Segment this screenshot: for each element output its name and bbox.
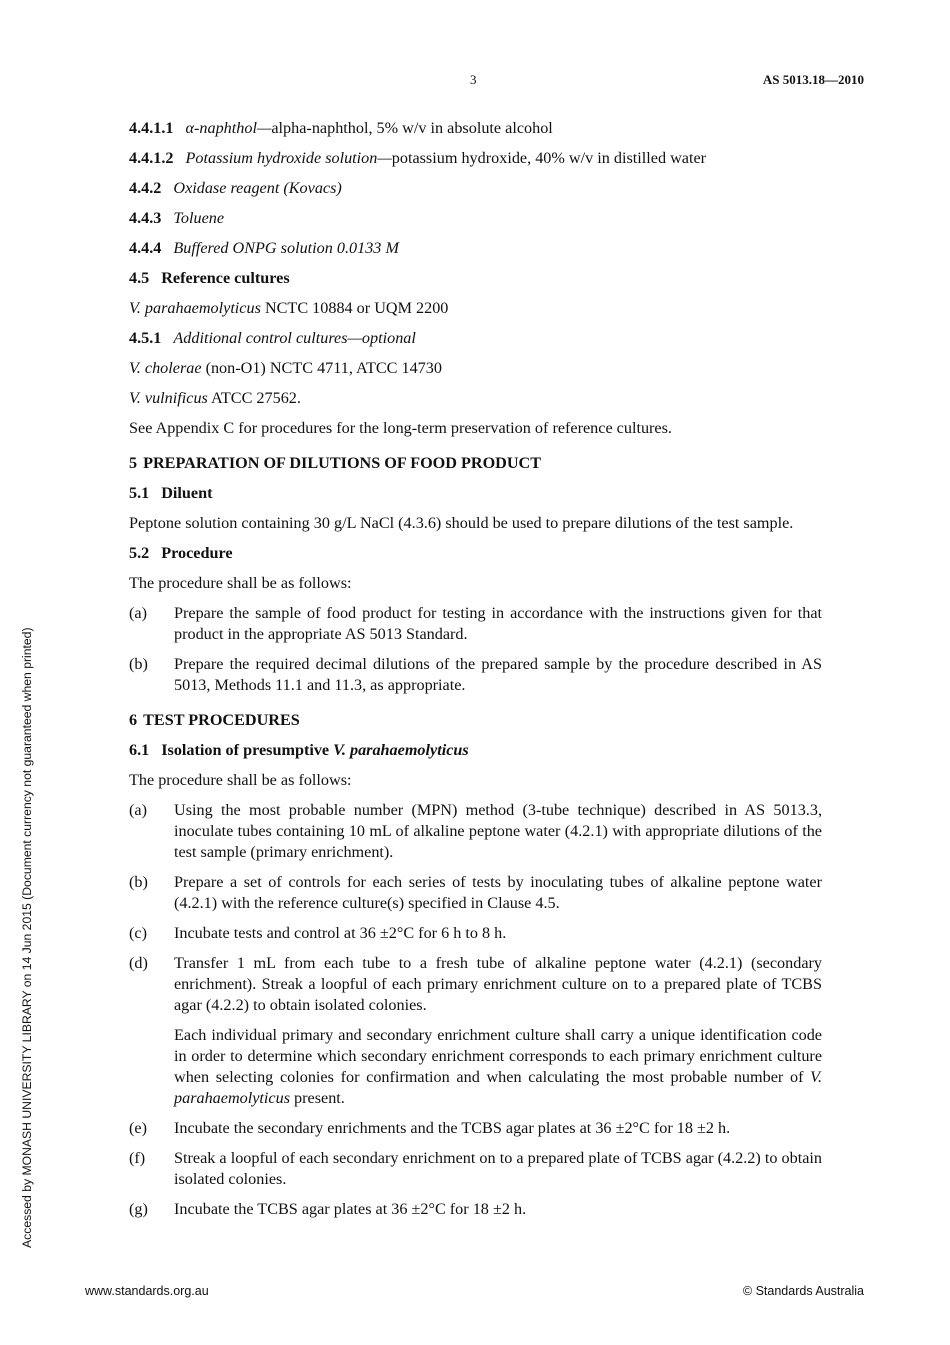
list-item: (a) Prepare the sample of food product for testing in accordance with the instructions given for that product in the appropriate AS 5013 Standard. [129, 604, 822, 643]
section-6-heading: 6 TEST PROCEDURES [129, 711, 300, 729]
list-item: (b) Prepare the required decimal dilutions of the prepared sample by the procedure described in AS 5013, Methods 11.1 and 11.3, as appropriate. [129, 655, 822, 694]
reference-culture-line: V. parahaemolyticus NCTC 10884 or UQM 2200 [129, 299, 449, 317]
appendix-note: See Appendix C for procedures for the long-term preservation of reference cultures. [129, 419, 672, 437]
section-5-heading: 5 PREPARATION OF DILUTIONS OF FOOD PRODUCT [129, 454, 542, 472]
clause-5-1-heading: 5.1 Diluent [129, 484, 213, 502]
list-item: (f) Streak a loopful of each secondary enrichment on to a prepared plate of TCBS agar (4.2.2) to obtain isolated colonies. [129, 1149, 822, 1188]
list-item: (c) Incubate tests and control at 36 ±2°C for 6 h to 8 h. [129, 924, 507, 942]
clause-5-2-intro: The procedure shall be as follows: [129, 574, 352, 592]
control-culture-line-2: V. vulnificus ATCC 27562. [129, 389, 301, 407]
clause-4-4-2: 4.4.2 Oxidase reagent (Kovacs) [129, 179, 342, 197]
standard-code: AS 5013.18—2010 [762, 72, 864, 87]
clause-5-1-text: Peptone solution containing 30 g/L NaCl (4.3.6) should be used to prepare dilutions of the test sample. [129, 514, 794, 532]
footer-copyright: © Standards Australia [742, 1284, 864, 1298]
clause-4-4-1-1: 4.4.1.1 α-naphthol—alpha-naphthol, 5% w/v in absolute alcohol [129, 119, 553, 137]
access-watermark: Accessed by MONASH UNIVERSITY LIBRARY on 14 Jun 2015 (Document currency not guaranteed when printed) [20, 627, 34, 1248]
footer-website: www.standards.org.au [85, 1284, 209, 1298]
list-item-note: Each individual primary and secondary enrichment culture shall carry a unique identification code in order to determine which secondary enrichment corresponds to each primary enrichment culture when selecting colonies for confirmation and when calculating the most probable number of V. parahaemolyticus present. [174, 1026, 822, 1107]
clause-4-4-4: 4.4.4 Buffered ONPG solution 0.0133 M [129, 239, 399, 257]
clause-4-5-1: 4.5.1 Additional control cultures—optional [129, 329, 416, 347]
list-item: (d) Transfer 1 mL from each tube to a fresh tube of alkaline peptone water (4.2.1) (secondary enrichment). Streak a loopful of each primary enrichment culture on to a prepared plate of TCBS agar (4.2.2) to obtain isolated colonies. Each individual primary and secondary enrichment culture shall carry a unique identification code in order to determine which secondary enrichment corresponds to each primary enrichment culture when selecting colonies for confirmation and when calculating the most probable number of V. parahaemolyticus present. [129, 954, 822, 1107]
clause-6-1-intro: The procedure shall be as follows: [129, 771, 352, 789]
page-number: 3 [470, 72, 477, 87]
list-item: (g) Incubate the TCBS agar plates at 36 ±2°C for 18 ±2 h. [129, 1200, 527, 1218]
document-body [129, 118, 822, 1229]
clause-4-4-3: 4.4.3 Toluene [129, 209, 225, 227]
list-item: (e) Incubate the secondary enrichments and the TCBS agar plates at 36 ±2°C for 18 ±2 h. [129, 1119, 731, 1137]
list-item: (b) Prepare a set of controls for each series of tests by inoculating tubes of alkaline peptone water (4.2.1) with the reference culture(s) specified in Clause 4.5. [129, 873, 822, 912]
clause-6-1-heading: 6.1 Isolation of presumptive V. parahaemolyticus [129, 741, 469, 759]
clause-4-5-heading: 4.5 Reference cultures [129, 269, 290, 287]
list-item: (a) Using the most probable number (MPN) method (3-tube technique) described in AS 5013.3, inoculate tubes containing 10 mL of alkaline peptone water (4.2.1) with appropriate dilutions of the test sample (primary enrichment). [129, 801, 822, 861]
clause-4-4-1-2: 4.4.1.2 Potassium hydroxide solution—potassium hydroxide, 40% w/v in distilled water [129, 149, 707, 167]
control-culture-line-1: V. cholerae (non-O1) NCTC 4711, ATCC 14730 [129, 359, 442, 377]
clause-5-2-heading: 5.2 Procedure [129, 544, 233, 562]
